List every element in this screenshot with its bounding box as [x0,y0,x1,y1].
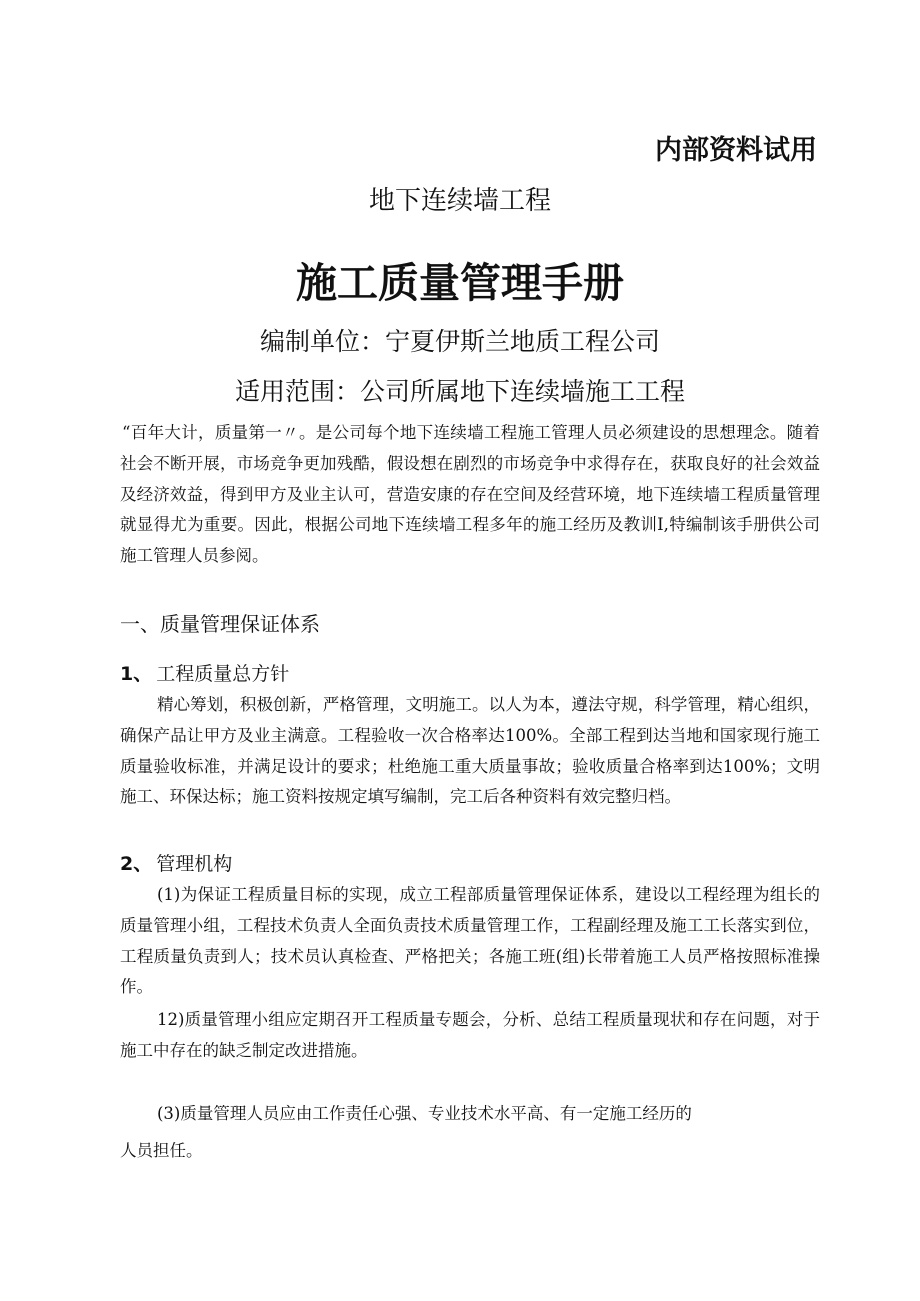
subsection-number-2: 2、 [120,853,153,875]
subsection-title-2: 管理机构 [156,853,233,875]
subsection-heading-1 [120,659,289,686]
management-item-1: (1)为保证工程质量目标的实现，成立工程部质量管理保证体系，建设以工程经理为组长的质量管理小组，工程技术负责人全面负责技术质量管理工作，工程副经理及施工工长落实到位，工程质量负责到人；技术员认真检查、严格把关；各施工班(组)长带着施工人员严格按照标准操作。 [120,885,820,997]
management-item-3-continued: 人员担任。 [120,1141,203,1160]
section-heading-1: 一、质量管理保证体系 [120,612,320,636]
subsection-number-1: 1、 [120,663,153,685]
subsection-title-1: 工程质量总方针 [156,663,290,685]
management-item-2: 12)质量管理小组应定期召开工程质量专题会，分析、总结工程质量现状和存在问题，对于施工中存在的缺乏制定改进措施。 [120,1010,820,1060]
compiling-unit: 编制单位：宁夏伊斯兰地质工程公司 [259,327,660,356]
document-subtitle: 地下连续墙工程 [368,186,551,216]
quality-policy-paragraph: 精心筹划，积极创新，严格管理，文明施工。以人为本，遵法守规，科学管理，精心组织，确保产品让甲方及业主满意。工程验收一次合格率达100%。全部工程到达当地和国家现行施工质量验收标准，并满足设计的要求；杜绝施工重大质量事故；验收质量合格率到达100%；文明施工、环保达标；施工资料按规定填写编制，完工后各种资料有效完整归档。 [120,695,820,807]
document-title: 施工质量管理手册 [296,259,624,307]
applicable-scope: 适用范围：公司所属地下连续墙施工工程 [234,377,685,406]
internal-use-label: 内部资料试用 [655,135,817,166]
management-item-3: (3)质量管理人员应由工作责任心强、专业技术水平高、有一定施工经历的 [157,1104,692,1123]
intro-paragraph: “百年大计，质量第一〃。是公司每个地下连续墙工程施工管理人员必须建设的思想理念。随着社会不断开展，市场竞争更加残酷，假设想在剧烈的市场竞争中求得存在，获取良好的社会效益及经济效益，得到甲方及业主认可，营造安康的存在空间及经营环境，地下连续墙工程质量管理就显得尤为重要。因此，根据公司地下连续墙工程多年的施工经历及教训I,特编制该手册供公司施工管理人员参阅。 [120,423,820,566]
subsection-heading-2 [120,849,232,876]
